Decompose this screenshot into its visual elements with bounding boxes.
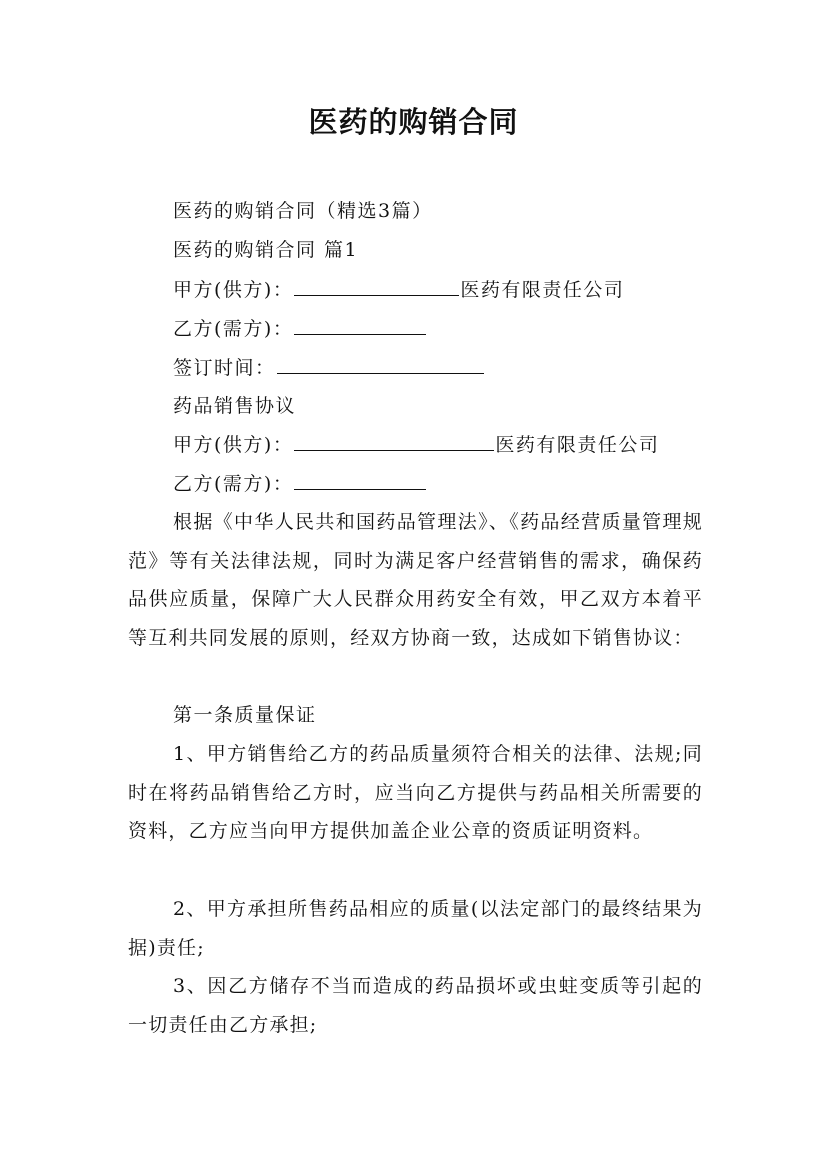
- party-a-suffix: 医药有限责任公司: [460, 279, 625, 301]
- clause-1: 1、甲方销售给乙方的药品质量须符合相关的法律、法规;同时在将药品销售给乙方时，应当向乙方提供与药品相关所需要的资料，乙方应当向甲方提供加盖企业公章的资质证明资料。: [128, 743, 703, 842]
- sign-time-blank: [277, 354, 484, 374]
- party-a-line-2: [173, 431, 659, 458]
- clause-3: 3、因乙方储存不当而造成的药品损坏或虫蛀变质等引起的一切责任由乙方承担;: [128, 975, 703, 1036]
- party-a-blank: [294, 431, 494, 451]
- clause-2: 2、甲方承担所售药品相应的质量(以法定部门的最终结果为据)责任;: [128, 898, 703, 959]
- agreement-heading: 药品销售协议: [173, 395, 297, 417]
- party-b-blank: [294, 315, 426, 335]
- preamble-paragraph: 根据《中华人民共和国药品管理法》、《药品经营质量管理规范》等有关法律法规，同时为满足客户经营销售的需求，确保药品供应质量，保障广大人民群众用药安全有效，甲乙双方本着平等互利共同发展的原则，经双方协商一致，达成如下销售协议：: [128, 511, 703, 649]
- sign-time-line: [173, 354, 485, 381]
- party-a-label: 甲方(供方)：: [173, 434, 294, 456]
- part-heading: 医药的购销合同 篇1: [173, 239, 359, 261]
- party-b-label: 乙方(需方)：: [173, 473, 294, 495]
- party-b-line-2: [173, 470, 427, 497]
- party-a-line-1: [173, 276, 624, 303]
- document-title: 医药的购销合同: [308, 105, 519, 139]
- party-b-line-1: [173, 315, 427, 342]
- sign-time-label: 签订时间：: [173, 357, 276, 379]
- party-a-label: 甲方(供方)：: [173, 279, 294, 301]
- party-a-blank: [294, 276, 459, 296]
- party-b-label: 乙方(需方)：: [173, 318, 294, 340]
- article-1-heading: 第一条质量保证: [173, 704, 317, 726]
- party-a-suffix: 医药有限责任公司: [495, 434, 660, 456]
- subtitle: 医药的购销合同（精选3篇）: [173, 200, 433, 222]
- party-b-blank: [294, 470, 426, 490]
